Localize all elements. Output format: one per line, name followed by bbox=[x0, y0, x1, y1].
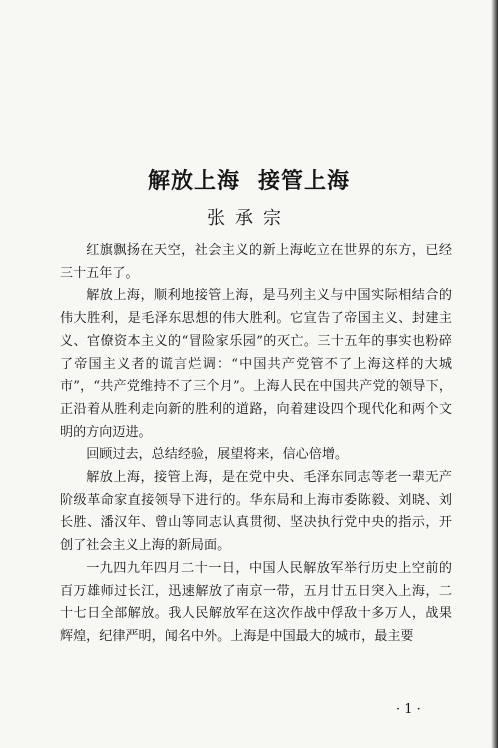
scan-edge-shadow bbox=[491, 0, 498, 748]
paragraph: 回顾过去，总结经验，展望将来，信心倍增。 bbox=[86, 447, 349, 463]
title-part-2: 接管上海 bbox=[258, 168, 351, 194]
paragraph: 红旗飘扬在天空，社会主义的新上海屹立在世界的东方，已经三十五年了。 bbox=[60, 243, 452, 281]
author-name: 张承宗 bbox=[207, 208, 291, 229]
paragraph: 解放上海，接管上海，是在党中央、毛泽东同志等老一辈无产阶级革命家直接领导下进行的。华东局和上海市委陈毅、刘晓、刘长胜、潘汉年、曾山等同志认真贯彻、坚决执行党中央的指示，开创了社会主义上海的新局面。 bbox=[60, 470, 452, 554]
title-part-1: 解放上海 bbox=[147, 168, 240, 194]
page-number: · 1 · bbox=[396, 702, 421, 717]
article-title bbox=[0, 164, 498, 195]
paragraph: 解放上海，顺利地接管上海，是马列主义与中国实际相结合的伟大胜利，是毛泽东思想的伟大胜利。它宣告了帝国主义、封建主义、官僚资本主义的“冒险家乐园”的灭亡。三十五年的事实也粉碎了帝国主义者的谎言烂调：“中国共产党管不了上海这样的大城市”，“共产党维持不了三个月”。上海人民在中国共产党的领导下，正沿着从胜利走向新的胜利的道路，向着建设四个现代化和两个文明的方向迈进。 bbox=[60, 288, 452, 440]
paragraph: 一九四九年四月二十一日，中国人民解放军举行历史上空前的百万雄师过长江，迅速解放了南京一带，五月廿五日突入上海，二十七日全部解放。我人民解放军在这次作战中俘敌十多万人，战果辉煌，纪律严明，闻名中外。上海是中国最大的城市，最主要 bbox=[60, 560, 452, 644]
article-body bbox=[60, 240, 452, 649]
